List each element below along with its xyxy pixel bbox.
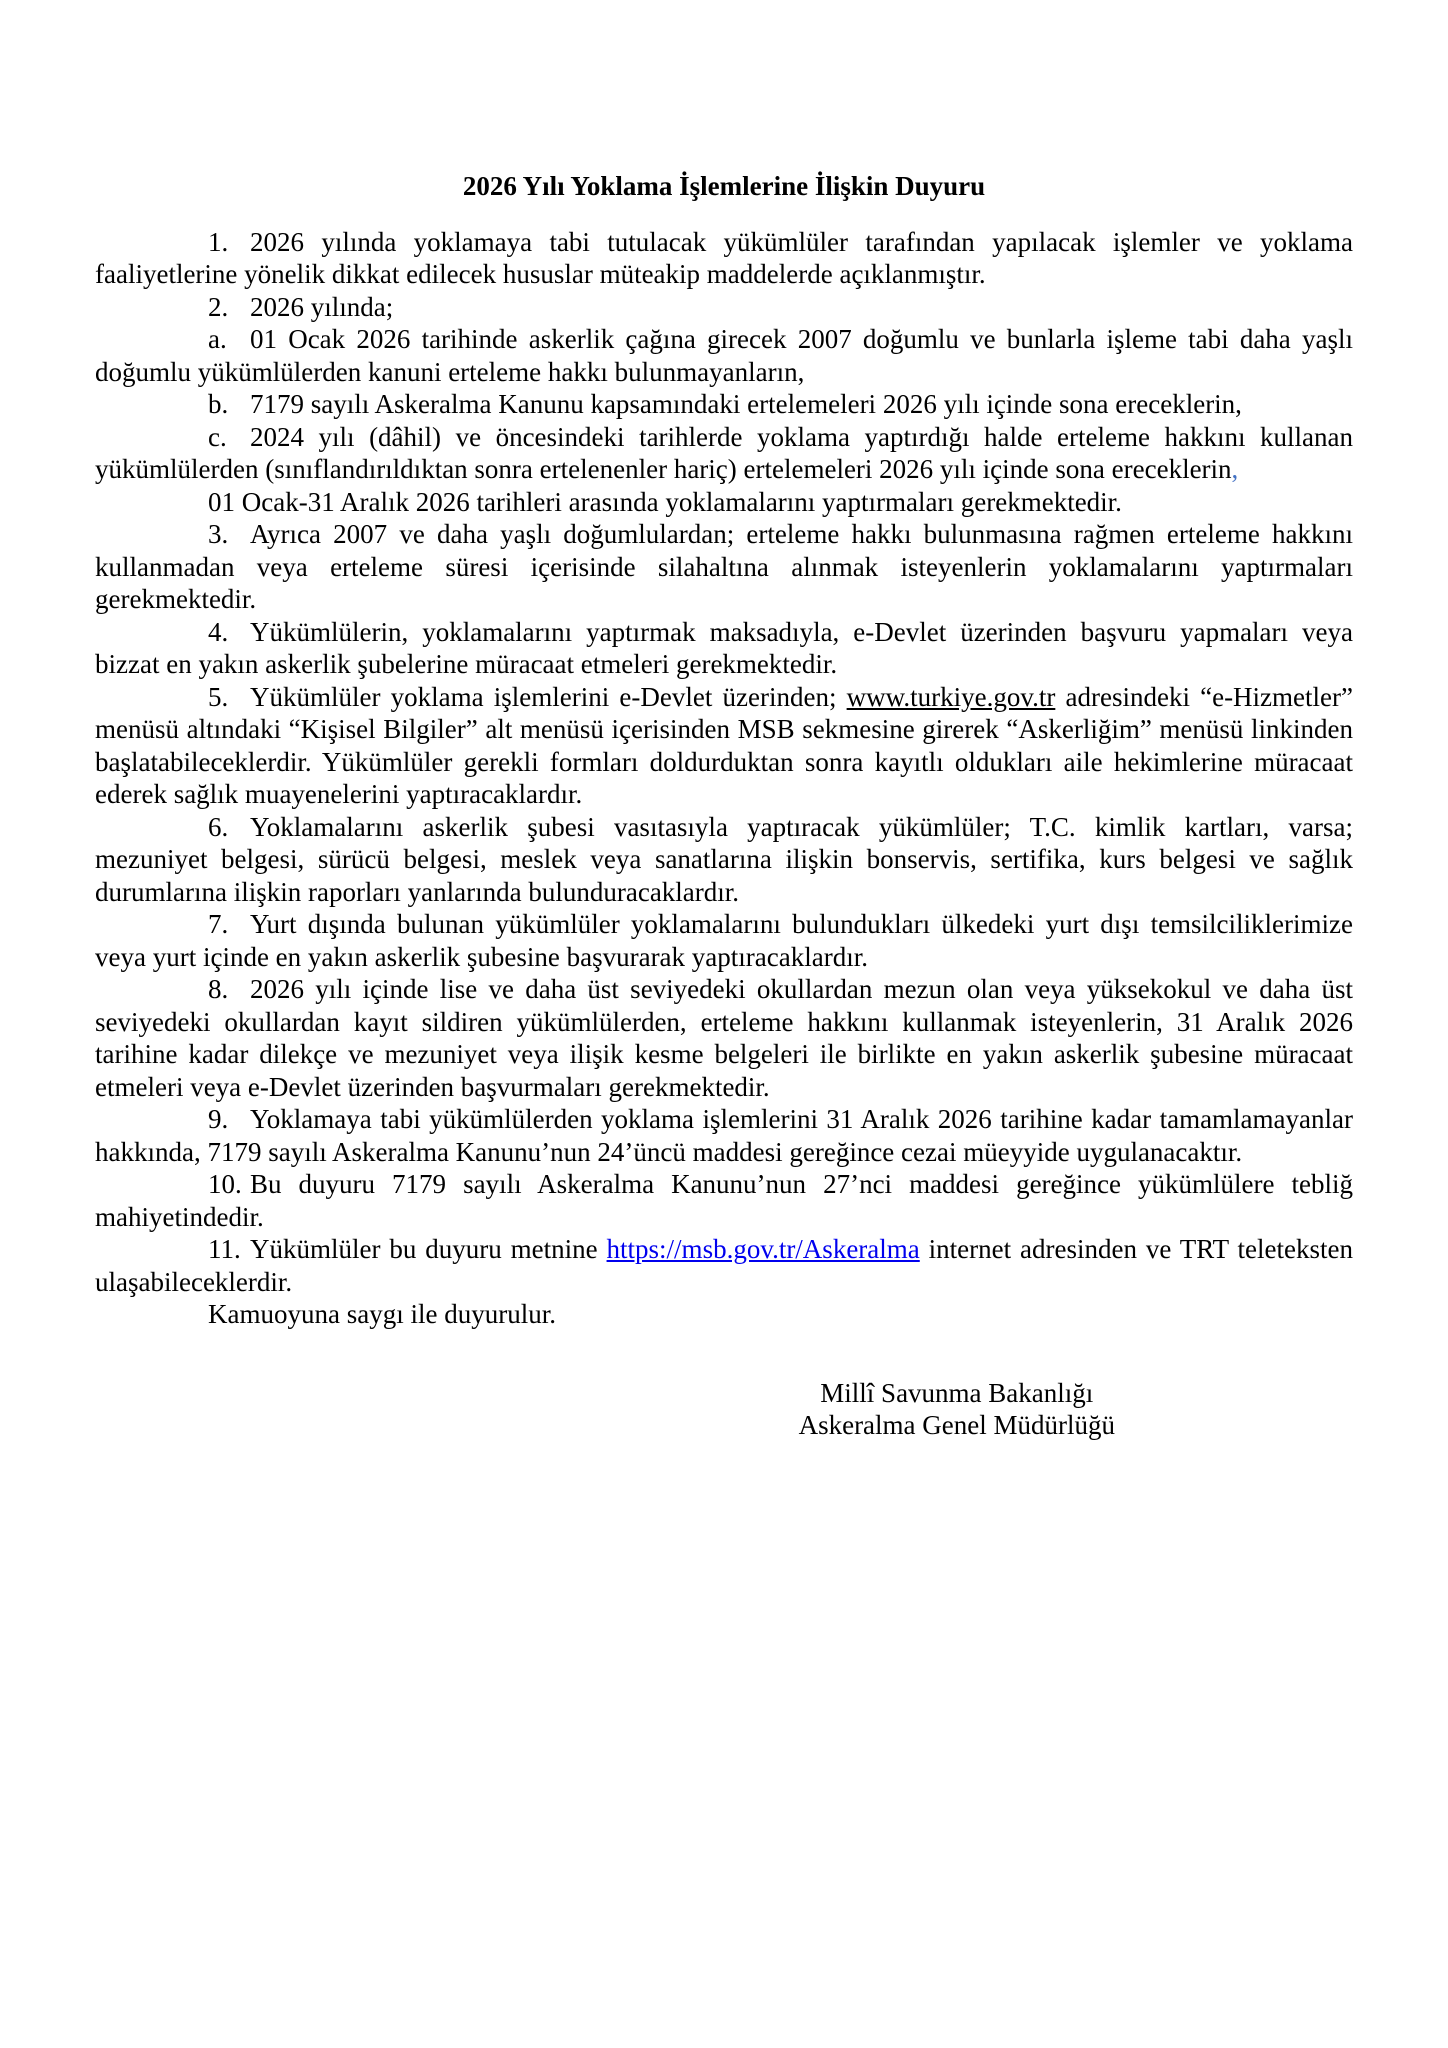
paragraph-text: 01 Ocak-31 Aralık 2026 tarihleri arasında yoklamalarını yaptırmaları gerekmektedir. — [208, 486, 1122, 517]
paragraph-text: 2026 yılı içinde lise ve daha üst seviyedeki okullardan mezun olan veya yüksekokul ve daha üst seviyedeki okullardan kayıt sildiren yükümlülerden, erteleme hakkını kullanmak isteyenlerin, 31 Aralık 2026 tarihine kadar dilekçe ve mezuniyet veya ilişik kesme belgeleri ile birlikte en yakın askerlik şubesine müracaat etmeleri veya e-Devlet üzerinden başvurmaları gerekmektedir. — [95, 974, 1353, 1102]
document-body — [95, 226, 1353, 1331]
paragraph-number: 4. — [208, 616, 229, 647]
accent-comma: , — [1231, 454, 1239, 484]
paragraph-text: Kamuoyuna saygı ile duyurulur. — [208, 1299, 556, 1329]
paragraph-text: 2026 yılında yoklamaya tabi tutulacak yükümlüler tarafından yapılacak işlemler ve yoklama faaliyetlerine yönelik dikkat edilecek hususlar müteakip maddelerde açıklanmıştır. — [95, 226, 1353, 289]
paragraph-text: internet adresinden ve TRT teleteksten ulaşabileceklerdir. — [95, 1234, 1353, 1297]
paragraph-text: 2024 yılı (dâhil) ve öncesindeki tarihlerde yoklama yaptırdığı halde erteleme hakkını kullanan yükümlülerden (sınıflandırıldıktan sonra ertelenenler hariç) ertelemeleri 2026 yılı içinde sona ereceklerin — [95, 421, 1353, 484]
document-title: 2026 Yılı Yoklama İşlemlerine İlişkin Duyuru — [462, 171, 986, 201]
signature-block — [799, 1377, 1115, 1442]
paragraph-text: Yükümlüler bu duyuru metnine — [250, 1234, 607, 1264]
paragraph-number: a. — [208, 324, 227, 354]
body-paragraph-continuation — [95, 1298, 1353, 1331]
body-paragraph-10 — [95, 1168, 1353, 1233]
body-paragraph-5 — [95, 681, 1353, 811]
paragraph-text: Yükümlülerin, yoklamalarını yaptırmak maksadıyla, e-Devlet üzerinden başvuru yapmaları veya bizzat en yakın askerlik şubelerine müracaat etmeleri gerekmektedir. — [95, 616, 1353, 679]
body-paragraph-6 — [95, 811, 1353, 909]
paragraph-text: 7179 sayılı Askeralma Kanunu kapsamındaki ertelemeleri 2026 yılı içinde sona ereceklerin, — [250, 389, 1242, 419]
body-paragraph-4 — [95, 616, 1353, 681]
paragraph-text: Yükümlüler yoklama işlemlerini e-Devlet üzerinden; — [250, 681, 847, 712]
body-paragraph-a — [95, 323, 1353, 388]
paragraph-text: Ayrıca 2007 ve daha yaşlı doğumlulardan; erteleme hakkı bulunmasına rağmen erteleme hakkını kullanmadan veya erteleme süresi içerisinde silahaltına alınmak isteyenlerin yoklamalarını yaptırmaları gerekmektedir. — [95, 519, 1353, 614]
paragraph-number: 6. — [208, 811, 229, 842]
paragraph-text: Yoklamaya tabi yükümlülerden yoklama işlemlerini 31 Aralık 2026 tarihine kadar tamamlamayanlar hakkında, 7179 sayılı Askeralma Kanunu’nun 24’üncü maddesi gereğince cezai müeyyide uygulanacaktır. — [95, 1104, 1353, 1167]
paragraph-number: 10. — [208, 1169, 242, 1199]
paragraph-text: adresindeki “e-Hizmetler” menüsü altındaki “Kişisel Bilgiler” alt menüsü içerisinden MSB sekmesine girerek “Askerliğim” menüsü linkinden başlatabileceklerdir. Yükümlüler gerekli formları doldurduktan sonra kayıtlı oldukları aile hekimlerine müracaat ederek sağlık muayenelerini yaptıracaklardır. — [95, 681, 1353, 809]
body-paragraph-c — [95, 421, 1353, 486]
signature-ministry: Millî Savunma Bakanlığı — [820, 1377, 1094, 1408]
body-paragraph-11 — [95, 1233, 1353, 1298]
signature-directorate: Askeralma Genel Müdürlüğü — [798, 1410, 1115, 1440]
body-paragraph-continuation — [95, 486, 1353, 519]
paragraph-text: 2026 yılında; — [250, 291, 394, 322]
body-paragraph-1 — [95, 226, 1353, 291]
paragraph-number: 7. — [208, 909, 229, 939]
body-paragraph-3 — [95, 518, 1353, 616]
paragraph-text: 01 Ocak 2026 tarihinde askerlik çağına girecek 2007 doğumlu ve bunlarla işleme tabi daha yaşlı doğumlu yükümlülerden kanuni erteleme hakkı bulunmayanların, — [95, 324, 1353, 387]
body-paragraph-7 — [95, 908, 1353, 973]
paragraph-number: 3. — [208, 519, 229, 549]
body-paragraph-b — [95, 388, 1353, 421]
document-content — [95, 170, 1353, 1442]
paragraph-text: Yoklamalarını askerlik şubesi vasıtasıyla yaptıracak yükümlüler; T.C. kimlik kartları, varsa; mezuniyet belgesi, sürücü belgesi, meslek veya sanatlarına ilişkin bonservis, sertifika, kurs belgesi ve sağlık durumlarına ilişkin raporları yanlarında bulunduracaklardır. — [95, 811, 1353, 907]
body-paragraph-2 — [95, 291, 1353, 324]
paragraph-number: 8. — [208, 974, 229, 1004]
paragraph-number: 2. — [208, 291, 229, 322]
paragraph-number: 11. — [208, 1234, 241, 1264]
paragraph-number: 9. — [208, 1104, 229, 1134]
turkiye-gov-tr-link[interactable]: www.turkiye.gov.tr — [846, 681, 1056, 712]
msb-askeralma-link[interactable]: https://msb.gov.tr/Askeralma — [606, 1234, 920, 1264]
paragraph-number: b. — [208, 389, 229, 419]
paragraph-text: Bu duyuru 7179 sayılı Askeralma Kanunu’nun 27’nci maddesi gereğince yükümlülere tebliğ mahiyetindedir. — [95, 1169, 1353, 1232]
paragraph-text: Yurt dışında bulunan yükümlüler yoklamalarını bulundukları ülkedeki yurt dışı temsilciliklerimize veya yurt içinde en yakın askerlik şubesine başvurarak yaptıracaklardır. — [95, 909, 1353, 972]
paragraph-number: 5. — [208, 681, 229, 712]
body-paragraph-9 — [95, 1103, 1353, 1168]
paragraph-number: 1. — [208, 226, 229, 257]
body-paragraph-8 — [95, 973, 1353, 1103]
paragraph-number: c. — [208, 421, 227, 452]
